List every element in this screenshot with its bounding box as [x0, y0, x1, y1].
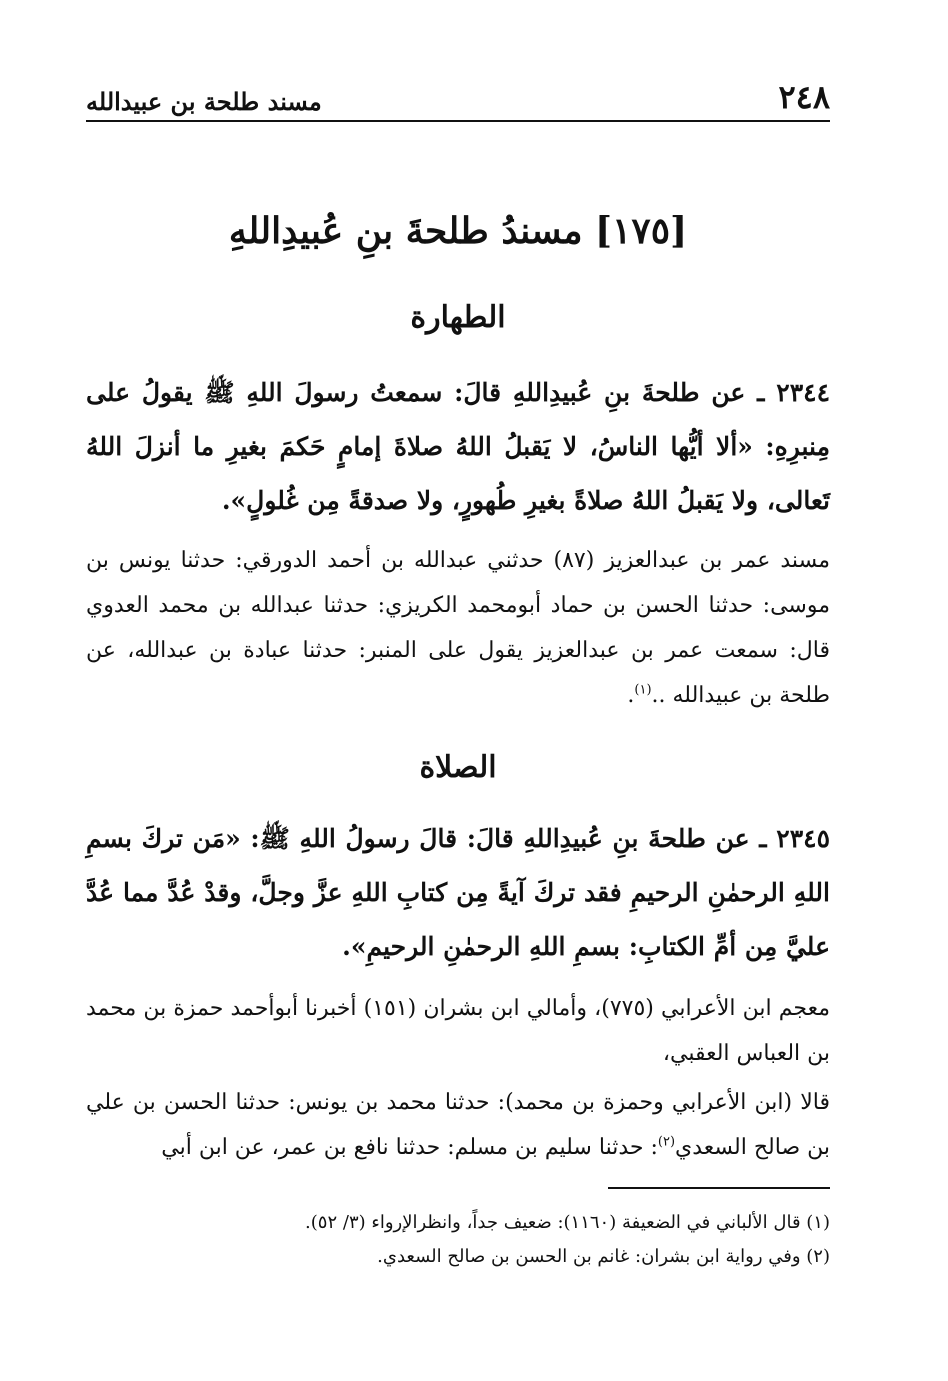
hadith-number: ٢٣٤٥ [776, 824, 830, 853]
footnote-divider [608, 1187, 830, 1189]
running-header [86, 78, 830, 122]
hadith-2344 [86, 366, 830, 528]
running-title: مسند طلحة بن عبيدالله [86, 87, 322, 116]
book-page [86, 0, 830, 1381]
narration-tail: : حدثنا سليم بن مسلم: حدثنا نافع بن عمر، عن ابن أبي [161, 1135, 658, 1160]
hadith-text: ـ عن طلحةَ بنِ عُبيدِاللهِ قالَ: سمعتُ رسولَ اللهِ ﷺ يقولُ على مِنبرِهِ: «ألا أيُّها الناسُ، لا يَقبلُ اللهُ صلاةَ إمامٍ حَكمَ بغيرِ ما أنزلَ اللهُ تَعالى، ولا يَقبلُ اللهُ صلاةً بغيرِ طُهورٍ، ولا صدقةً مِن غُلولٍ». [86, 378, 830, 515]
narration-text: مسند عمر بن عبدالعزيز (٨٧) حدثني عبدالله بن أحمد الدورقي: حدثنا يونس بن موسى: حدثنا الحسن بن حماد أبومحمد الكريزي: حدثنا عبدالله بن محمد العدوي قال: سمعت عمر بن عبدالعزيز يقول على المنبر: حدثنا عبادة بن عبدالله، عن طلحة بن عبيدالله .. [86, 548, 830, 708]
footnotes [86, 1206, 830, 1274]
section-heading-salat: الصلاة [419, 750, 497, 785]
narration-2345-a [86, 986, 830, 1076]
hadith-2345 [86, 812, 830, 974]
section-heading-tahara: الطهارة [410, 300, 506, 335]
narration-2344 [86, 538, 830, 718]
footnote-1: (١) قال الألباني في الضعيفة (١١٦٠): ضعيف جداً، وانظرالإرواء (٣/ ٥٢). [305, 1212, 830, 1233]
narration-tail: . [627, 683, 635, 708]
narration-text: قالا (ابن الأعرابي وحمزة بن محمد): حدثنا محمد بن يونس: حدثنا الحسن بن علي بن صالح السعدي [86, 1090, 830, 1160]
footnote-ref-2[interactable]: (٢) [657, 1134, 676, 1150]
narration-2345-b [86, 1080, 830, 1170]
page-number: ٢٤٨ [778, 78, 830, 116]
hadith-number: ٢٣٤٤ [776, 378, 830, 407]
musnad-title: [١٧٥] مسندُ طلحةَ بنِ عُبيدِاللهِ [228, 210, 688, 252]
hadith-text: ـ عن طلحةَ بنِ عُبيدِاللهِ قالَ: قالَ رسولُ اللهِ ﷺ: «مَن تركَ بسمِ اللهِ الرحمٰنِ الرحيمِ فقد تركَ آيةً مِن كتابِ اللهِ عزَّ وجلَّ، وقدْ عُدَّ مما عُدَّ عليَّ مِن أمِّ الكتابِ: بسمِ اللهِ الرحمٰنِ الرحيمِ». [86, 824, 830, 961]
footnote-2: (٢) وفي رواية ابن بشران: غانم بن الحسن بن صالح السعدي. [377, 1246, 830, 1267]
footnote-ref-1[interactable]: (١) [634, 682, 652, 698]
narration-text: معجم ابن الأعرابي (٧٧٥)، وأمالي ابن بشران (١٥١) أخبرنا أبوأحمد حمزة بن محمد بن العباس العقبي، [86, 996, 830, 1066]
